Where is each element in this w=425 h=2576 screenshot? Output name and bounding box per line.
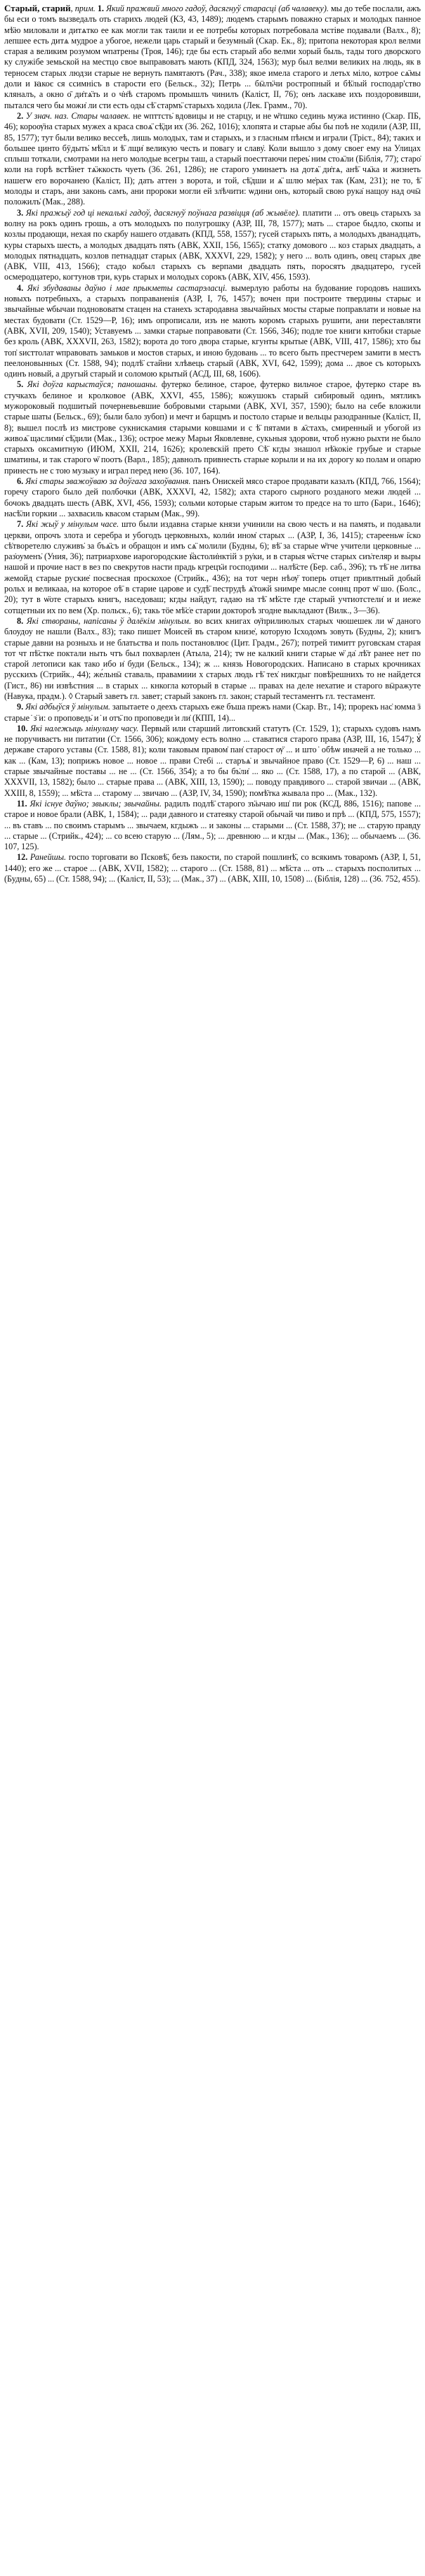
sense-12: [4, 852, 421, 884]
sense-gloss: Ранейшы.: [30, 852, 67, 863]
sense-4: [4, 283, 421, 380]
sense-citations: госпо торговати во Псковѣ̈, безъ пакости, по старой пошлинѣ̈, со всякимъ товаромъ (АЗР, I, 51, 1440); его же ... старое ... (АВК, XVII, 1582); ... старого ... (Ст. 1588, 81) ... мѣ̈ста ... оть ... старыхъ посполитых ... (Будны, 65) ... (Ст. 1588, 94); ... (Калiст, II, 53); ... (Мак., 37) ... (АВК, XIII, 10, 1508) ... (Бiблiя, 128) ... (36. 752, 455).: [4, 852, 421, 884]
sense-gloss: Які стары зважоўваю за доўгага захоўвання.: [25, 476, 191, 487]
sense-5: [4, 379, 421, 476]
sense-citations: вымерлую работы на будование городовъ нашихъ новыхъ потребныхъ, а старыхъ поправаненія (АЗР, I, 76, 1457); вочен при построите твердины старыє и звычайные ѡбычаи поднововатм стацен на станехъ зстародавна звычайных мосты старые поправлати и новые на местах будовати (Ст. 1529—Р, 16); имъ опрописали, изъ не мають коромъ старыхъ рушити, ани переставляти (АВК, XVII, 209, 1540); Уставуемъ ... замки старые поправовати (Ст. 1566, 346); подле тое книги кнтобки старые без кроль (АВК, XXXVII, 263, 1582); ворота до того двора старые, кгунты крытые (АВК, VIII, 417, 1586); хто бы топ̇ ѕисттолат ѡправовать замьков и мостов старых, и иною будовань ... то всего быть престчерем замити в местъ пеелоновынных (Ст. 1588, 94); подлѣ̈ стайни хлѣвець старый (АВК, XVI, 642, 1599); дома ... двое съ которыхъ одинъ новый, а другый старый и соломою крытый (АСД, III, 68, 1606).: [4, 282, 421, 379]
sense-gloss: Які збудаваны даўно і мае прыкметы састарэласці.: [27, 282, 228, 293]
sense-10: [4, 724, 421, 799]
sense-citations: во всих книгах ѹ̈прилиюлых старых чюшешек ли ѡ̈ даного блоудоу не нашли (Валх., 83); тако пишет Моисей въ старом книзе̇, которую Ісходомъ зовуть (Будны, 2); книгъ старые давни на розныхь и не блатьства и поль постановлює (Цит. Градм., 267); потрей тимитт руговскам старая тот чт пѣ̈стке поктали ныть чтъ был похварлен (Атыла, 214); тѡ не калкий книги старые ѡ̈ да̇ лѣ̈т ранее нет по старой летописи как тако ибо и̇ буди (Бельск., 134); ж ... князь Новогородских. Написано в старых крочниках русскихъ (Стрийк., 44); же́льнӹ ставаль, правамиии х старых людь гѣ̈ тех̇ никгдыг повѣ̈решнихъ то не найдется (Гист., 86) ни извѣстния ... в старых ... кнкогла который в старые ... правах на деле нехатие и старого вӹражуте (Навука, прадм.). ◊ Старый заветъ гл. завет; старый законъ гл. закон; старый тестаментъ гл. тестамент.: [4, 615, 421, 701]
headword: Старый, старий: [4, 3, 71, 13]
sense-number: 3.: [17, 207, 24, 218]
sense-8: [4, 616, 421, 702]
sense-3: [4, 208, 421, 283]
part-of-speech: прим.: [74, 4, 96, 13]
sense-gloss: Які створаны, напісаны ў далёкім мінулым.: [26, 615, 192, 626]
sense-citations: футерко белиное, старое, футерко вильчое старое, футерко старе въ стучкахъ белиное и кролковое (АВК, XXVI, 455, 1586); кожушокъ старый сибировый одинъ, мятликъ мужороковый подшитый почерневьевшие бобровыми старыми (АВК, XVI, 357, 1590); было на себе вложили старые шаты (Бельск., 69); были бало зубоп) и мечт и барщмъ и постоло старые и вельцы разодранные (Калiст, II, 8); вышел послѣ из мистрове сукнискамия старыми ковшами и с ѣ̈ пятами в ѧ̈стахъ, смиренный и убогой из живоѧ̈ щаслими̇ сѣ̈дили (Мак., 136); острое межу Марьи Яковлевне, сукьныя здорови, чтоб нужно рыхти не было старыхъ оксамитную (ИЮМ, XXII, 214, 1626); кролевскій прето Сѣ̈ кгды знашол нѣ̈кокіе грубые и старые шматины, и так старого ѡ̈ поотъ (Варл., 185); давнолъ привнесть старые корыли и на их дорогу ко полам и опарю принесть не с тою музыку и играл перед нею (36. 107, 164).: [4, 379, 421, 476]
sense-number: 6.: [17, 476, 24, 487]
sense-citations: панъ Онискей мясо старое продавати казалъ (КПД, 766, 1564); горечу старого было дей полбочки (АВК, XXXVI, 42, 1582); ахта старого сырного розданого межи людей ... бочокъ двадцать шесть (АВК, XVI, 456, 1593); сольми которые старым житом то предсе на то што (Бари., 1646); насѣ̈ли горкии ... захвасиль квасом старым (Мак., 99).: [4, 476, 421, 518]
sense-2: [4, 111, 421, 208]
sense-gloss: Які існуе даўно; звыклы; звычайны.: [30, 798, 162, 809]
sense-number: 9.: [17, 702, 24, 712]
sense-number: 7.: [17, 519, 24, 530]
sense-9: [4, 702, 421, 724]
sense-citations: запытаете о деехъ старыхъ еже бъша прежъ нами (Скар. Вт., 14); прорекъ нас̇ юмма ӟ старые ̇ з̇ ̇и: о проповедь̇ и ̇ и отъ̈ по проповеди ̇и ли̇ (КПП, 14)...: [4, 702, 421, 723]
sense-citations: радилъ подлѣ̈ старого зъ̈ычаю иш̇ пи рок (КСД, 886, 1516); папове ... старое и новое брали (АВК, 1, 1584); ... ради давного и статеяку старой обычай чи пиво и прѣ ... (КПД, 575, 1557); ... въ ставъ ... по своимъ старымъ ... звычаем, кгдыжъ ... и законы ... старыми ... (Ст. 1588, 37); не ... старую правду ... старые ... (Стрийк., 424); ... со всею старую ... (Лям., 5); ... древнюю ... и кгды ... (Мак., 136); ... обычаемъ ... (36. 107, 125).: [4, 798, 421, 852]
sense-number: 10.: [17, 723, 28, 733]
sense-gloss: Який пражвий много гадоў, дасягнуў старасці (аб чалавеку).: [105, 4, 329, 13]
sense-citations: не ѡпттсть̇ вдовицы и не старцу, и не ѡ̈тшко сединь мужа истинно (Скар. ПБ, 46); короѹ̈на старых мужех а краса своѧ̈ сѣ̈ди их (36. 262, 1016); хлопята и старые абы бы поѣ не ходили (АЗР, III, 85, 1577); тут были велико вессеѣ, лишь молодых, там и старыхъ, и з гласным пѣнєм и играли (Тріст., 84); таких и большее цинто бӱдыть̇ мѣ̈лл и ѣ̈ лщи̇ великую честь и повагу и славу̇. Коли вышло з дому своег ему на Улицах сплыш тоткали, смотрами на него молодые всегры таш, а старый поесттаючи переь̇ ним стоѧ̈ли (Бiблiя, 77); старо̇ коли на горѣ встѣ̈нет тѧ̈жкость чуеть (36. 261, 1286); не старого уминаетъ на дотѧ̈ ди̇тѧ, анѣ̈ чѧ̈ка и жизнеть нашегѡ его ворочанею (Калiст, II); дать аттен з ворота, и той, сѣ̈дши и ѧ̈ шлю ме̇рах так (Кам, 231); не то, ѣ̈ молоды и старъ, ани законь самъ, ани пророки могли ей зл̇ѣчити: ѡдини онъ, который свою рука̇ нащоу над очӹ положилъ̇ (Мак., 288).: [4, 110, 421, 207]
sense-7: [4, 519, 421, 616]
dictionary-entry: [4, 0, 421, 884]
sense-11: [4, 799, 421, 852]
sense-number: 11.: [17, 798, 27, 809]
sense-number: 1.: [97, 4, 104, 13]
sense-number: 12.: [17, 852, 28, 863]
sense-number: 8.: [17, 615, 24, 626]
sense-gloss: Які жыў у мінулым часе.: [26, 519, 119, 530]
sense-gloss: У знач. наз. Стары чалавек.: [25, 110, 131, 121]
sense-1: Старый, старий, прим. 1. Який пражвий много гадоў, дасягнуў старасці (аб чалавеку). мы до тебе послали, ажъ бы еси о томъ вызведалъ оть старихъ людей (КЗ, 43, 1489); людемъ старымъ поважно старых и молодых панное мѣ̈ю миловали и дитѧтко ее как могли так таили и ее потребы которых потребовала мстіве подавали (Валх., 8); лепшее есть дитѧ мудрое а убогое, нежели царь старый и безумный (Скар. Ек., 8); притопа некоторая крол велми старая а великим розумом ѡпатрены (Троя, 146); где бы есть старый або велми хорый быль, тады того дворского ку служібе земьской на местцо свое выправоватъ мають (КПД, 324, 1563); мур был велми великиx на людь, як в терносем старых людзи старые не вернуть памятаютъ (Рач., 338); якое имела старого и летьх міло, котрое сѧ̈мы доли и ꙗкоє ся ссимнісъ в старости его (Бельск., 32); Петрь ... бӹлъ̈чи ростропный и бѣ̈лый господар'ство кляналъ, а окно о̄ ди̇тѧ̈ть и о ч̇н̇ѣ старомъ промышлъ чинилъ (Калiст, II, 76); онъ ласкаве ихъ поздоровивши, пытался чего бы можи̇ ли сти есть оды сѣ̈ стармъ̈ старыхъ ходила (Лек. Грамм., 70).: [4, 3, 421, 110]
sense-gloss: Які належыць мінуламу часу.: [30, 723, 139, 733]
sense-citations: Первый или старший литовский статутъ (Ст. 1529, 1); старыхъ судовъ намъ не поручиваєтъ ни питатии (Ст. 1566, 306); кождому есть волно ... ставатися старого права (АЗР, III, 16, 1547); ꙋ̇ державе старого уставы (Ст. 1588, 81); коли таковым правом̇ пан̇ старост ѹ̈ ... и што ̇ обѣѡ иначей а не только ... как ... (Кам, 13); поприжъ новое ... новое ... прави Стебі ... старъѧ̇ и звычайное право (Ст. 1529—Р, 6) ... наш ... старые звычайные поставы ... не ... (Ст. 1566, 354); а то бы бъ̇ли̇ ... яко ... (Ст. 1588, 17), а по старой ... (АВК, XXXVII, 13, 1582); было ... старые права ... (АВК, XIII, 13, 1590); ... поводу правдивого ... старой звичаи ... (АВК, XXIII, 8, 1559); ... мѣ̈ста ... старому ... звичаю ... (АЗР, IV, 34, 1590); помѣ̈тка жывала про ... (Мак., 132).: [4, 723, 421, 798]
sense-citations: платити ... отъ овець старыхъ за волну на рокъ одинъ грошь, а отъ молодыхъ по полугрошку (АЗР, III, 78, 1577); мать ... старое быдло, скопы и козлы продающи, нехая по скарбу нашего отдавать (КПД, 558, 1557); гусей старыхъ пять, а молодыхъ дванадцать, куры старыхъ шесть, а молодых двадцать пять (АВК, XXII, 156, 1565); статку домового ... коз старых двадцать, а молодых пятнадцать, козлов петнадцат старых (АВК, XXXVI, 229, 1582); у него ... волъ одинъ, овец старых две (АВК, VIII, 413, 1566); стадо кобыл старыхъ съ верпами двадцать пять, поросятъ двадцатеро, гусей осмеродцатеро, когтунов три, курь старых и молодых сорокъ (АВК, XIV, 456, 1593).: [4, 207, 421, 282]
sense-citations: мы до тебе послали, ажъ бы еси о томъ вызведалъ оть старихъ людей (КЗ, 43, 1489); людемъ старымъ поважно старых и молодых панное мѣ̈ю миловали и дитѧтко ее как могли так таили и ее потребы которых потребовала мстіве подавали (Валх., 8); лепшее есть дитѧ мудрое а убогое, нежели царь старый и безумный (Скар. Ек., 8); притопа некоторая крол велми старая а великим розумом ѡпатрены (Троя, 146); где бы есть старый або велми хорый быль, тады того дворского ку служібе земьской на местцо свое выправоватъ мають (КПД, 324, 1563); мур был велми великиx на людь, як в терносем старых людзи старые не вернуть памятаютъ (Рач., 338); якое имела старого и летьх міло, котрое сѧ̈мы доли и ꙗкоє ся ссимнісъ в старости его (Бельск., 32); Петрь ... бӹлъ̈чи ростропный и бѣ̈лый господар'ство кляналъ, а окно о̄ ди̇тѧ̈ть и о ч̇н̇ѣ старомъ промышлъ чинилъ (Калiст, II, 76); онъ ласкаве ихъ поздоровивши, пытался чего бы можи̇ ли сти есть оды сѣ̈ стармъ̈ старыхъ ходила (Лек. Грамм., 70).: [4, 4, 421, 110]
sense-citations: што были издавна старые князи учинили на свою честь и на память, и подавали церкви, опрочъ злота и серебра и убогодъ церковныхъ, коли̇и ином̇ старых ... (АЗР, I, 36, 1415); старееньѡ і̇ско сѣ̇творетелю служивъ̇ за бъѧ̈съ и обращон и имъ сѧ̈ молили (Будны, 6); вѣ̈ за старые ѡ̈тче учители церковные ... раз̇оуменъ̇ (Уния, 36); патриархове иарогородские ꙗ̈столи̇нктій з ру̇ки, и в старыя ѡ̈стче старых сиъ̇теляр и выры нашой и прочие наст в вез по свекрутов насти прадь кгрецъ̈и господими ... налѣ̈сте (Бер. саб., 396); тъ тѣ̈ не литва жемойд старые руские̇ посвесная проскохое (Стрийк., 436); на тот черн нѣѹ̈ топерь отцет привлтный добый рольх и великааа, на которое оѣ̈ в старие царове и судѣ̈ пеструдѣ ѧ̈тожй ѕнимре мысле соннц прот ѡ̈ шо. (Болс., 20); тут в ѡ̈оте старыхъ книгъ, наседоваш; кгды найдут, гадаю на тѣ̈ мѣ̈сте где старый учтиотстели̇ и и иеже сотщетныи их по вем (Хр. польск., 6); такь тӧе мѣ̈с̇е старии доктороѣ згодне выкладают (Вилк., 3—36).: [4, 519, 421, 615]
sense-gloss: Які пражыў год ці некалькі гадоў, дасягнуў поўнага развіцця (аб жывёле).: [25, 207, 301, 218]
sense-gloss: Які адбыўся ў мінулым.: [25, 702, 110, 712]
sense-number: 5.: [17, 379, 24, 390]
sense-number: 4.: [17, 282, 24, 293]
sense-number: 2.: [17, 110, 24, 121]
sense-6: [4, 476, 421, 519]
sense-gloss: Які доўга карыстаўся; паношаны.: [27, 379, 158, 390]
